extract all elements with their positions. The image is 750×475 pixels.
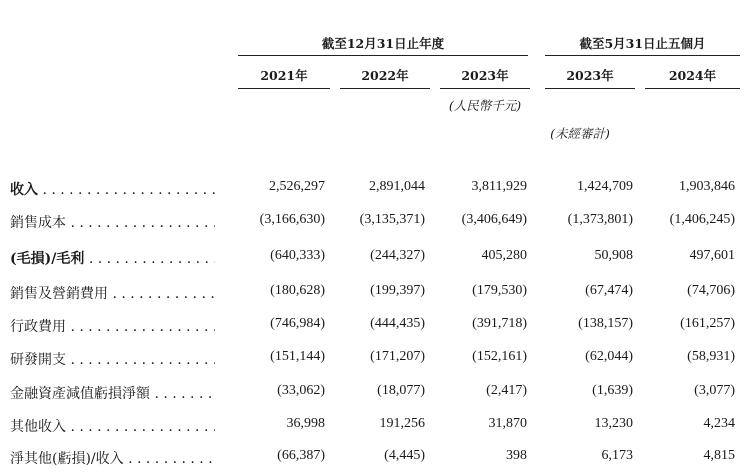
row-label: 淨其他(虧損)/收入 . . . (10, 448, 215, 468)
row-label: 銷售成本 . . . (10, 212, 215, 232)
col-underline-2024-five-months (645, 88, 740, 89)
row-label: (毛損)/毛利 . . . (10, 248, 215, 268)
cell-2023-five-months: 1,424,709 (577, 179, 633, 194)
unit-note: (人民幣千元) (448, 98, 522, 113)
cell-2023: (3,406,649) (461, 212, 527, 227)
cell-2024-five-months: (161,257) (680, 316, 735, 331)
cell-2024-five-months: 497,601 (689, 248, 735, 263)
cell-2022: (444,435) (370, 316, 425, 331)
cell-2023-five-months: (1,373,801) (567, 212, 633, 227)
row-label: 其他收入 . . . (10, 416, 215, 436)
cell-2021: (3,166,630) (259, 212, 325, 227)
cell-2023: (152,161) (472, 349, 527, 364)
cell-2023-five-months: (67,474) (585, 283, 633, 298)
table-row (0, 248, 750, 272)
col-header-2023: 2023年 (461, 68, 509, 83)
cell-2021: 36,998 (286, 416, 325, 431)
cell-2024-five-months: (58,931) (687, 349, 735, 364)
cell-2022: (171,207) (370, 349, 425, 364)
table-row (0, 283, 750, 307)
cell-2024-five-months: 4,815 (703, 448, 735, 463)
col-underline-2023-five-months (545, 88, 635, 89)
cell-2024-five-months: 1,903,846 (679, 179, 735, 194)
table-row (0, 416, 750, 440)
row-label: 金融資產減值虧損淨額 . . . (10, 383, 215, 403)
cell-2021: (66,387) (277, 448, 325, 463)
table-row (0, 448, 750, 472)
cell-2023: 3,811,929 (471, 179, 527, 194)
cell-2022: 2,891,044 (369, 179, 425, 194)
col-header-2021: 2021年 (260, 68, 308, 83)
header-divider-year-end (238, 55, 528, 56)
row-label: 銷售及營銷費用 . . . (10, 283, 215, 303)
col-header-2024-five-months: 2024年 (668, 68, 717, 83)
row-label: 行政費用 . . . (10, 316, 215, 336)
cell-2024-five-months: (74,706) (687, 283, 735, 298)
cell-2023-five-months: (138,157) (578, 316, 633, 331)
cell-2024-five-months: 4,234 (703, 416, 735, 431)
cell-2023-five-months: (62,044) (585, 349, 633, 364)
cell-2022: (18,077) (377, 383, 425, 398)
cell-2024-five-months: (3,077) (694, 383, 735, 398)
cell-2021: (151,144) (270, 349, 325, 364)
header-group-year-end: 截至12月31日止年度 (321, 36, 445, 51)
table-row (0, 349, 750, 373)
cell-2022: 191,256 (379, 416, 425, 431)
col-underline-2022 (340, 88, 430, 89)
cell-2021: 2,526,297 (269, 179, 325, 194)
cell-2022: (4,445) (384, 448, 425, 463)
cell-2023-five-months: 6,173 (601, 448, 633, 463)
col-header-2022: 2022年 (361, 68, 409, 83)
cell-2023: 31,870 (488, 416, 527, 431)
cell-2022: (244,327) (370, 248, 425, 263)
table-row (0, 383, 750, 407)
cell-2022: (3,135,371) (359, 212, 425, 227)
row-label: 研發開支 . . . (10, 349, 215, 369)
header-group-five-months: 截至5月31日止五個月 (579, 36, 706, 51)
cell-2021: (180,628) (270, 283, 325, 298)
cell-2023: 398 (506, 448, 527, 463)
cell-2021: (640,333) (270, 248, 325, 263)
col-underline-2021 (238, 88, 330, 89)
cell-2021: (33,062) (277, 383, 325, 398)
cell-2021: (746,984) (270, 316, 325, 331)
cell-2023: (2,417) (486, 383, 527, 398)
cell-2024-five-months: (1,406,245) (669, 212, 735, 227)
cell-2022: (199,397) (370, 283, 425, 298)
unaudited-note: (未經審計) (550, 126, 610, 141)
col-header-2023-five-months: 2023年 (566, 68, 614, 83)
row-label: 收入 . . . (10, 179, 215, 199)
cell-2023-five-months: 13,230 (594, 416, 633, 431)
table-row (0, 179, 750, 203)
cell-2023: (179,530) (472, 283, 527, 298)
table-row (0, 316, 750, 340)
table-row (0, 212, 750, 236)
header-divider-five-months (545, 55, 740, 56)
cell-2023: 405,280 (481, 248, 527, 263)
cell-2023-five-months: (1,639) (592, 383, 633, 398)
col-underline-2023 (440, 88, 530, 89)
cell-2023: (391,718) (472, 316, 527, 331)
cell-2023-five-months: 50,908 (594, 248, 633, 263)
